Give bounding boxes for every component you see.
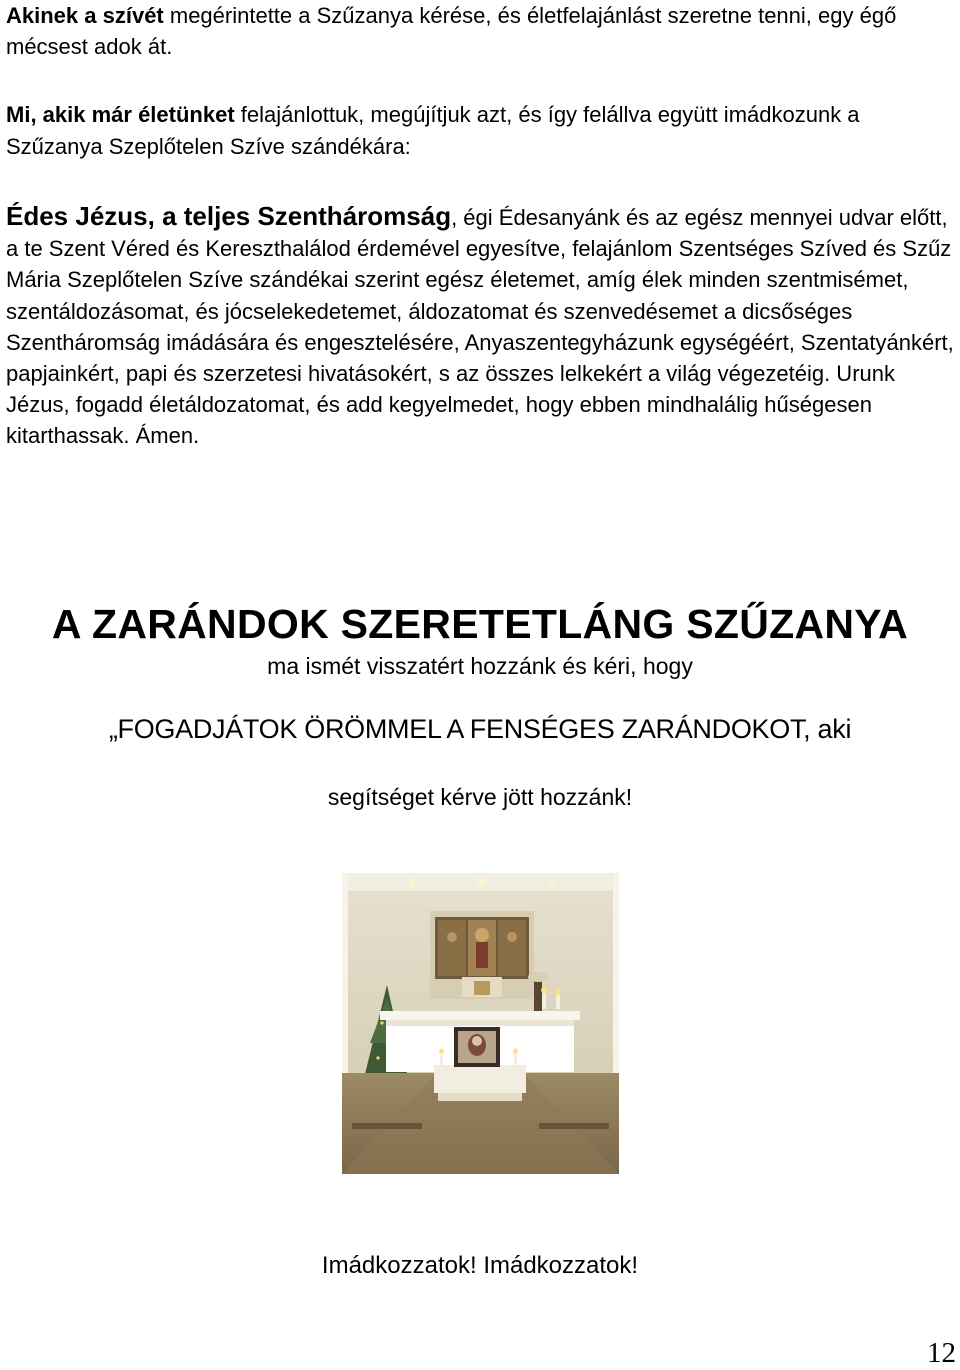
prayer-lead: Édes Jézus, a teljes Szentháromság xyxy=(6,201,452,231)
subtitle-line-2: „FOGADJÁTOK ÖRÖMMEL A FENSÉGES ZARÁNDOKOT, aki xyxy=(108,714,852,744)
closing-line: Imádkozzatok! Imádkozzatok! xyxy=(321,1252,639,1279)
prayer-text: , égi Édesanyánk és az egész mennyei udvar előtt, a te Szent Véred és Kereszthalálod érdemével egyesítve, felajánlom Szentséges Szíved és Szűz Mária Szeplőtelen Szíve szándékai szerint egész életemet, amíg élek minden szentmisémet, szentáldozásomat, és jócselekedetemet, áldozatomat és szenvedésemet a dicsőséges Szentháromság imádására és engesztelésére, Anyaszentegyházunk egységéért, Szentatyánkért, papjainkért, papi és szerzetesi hivatásokért, s az összes lelkekért a világ végezetéig. Urunk Jézus, fogadd életáldozatomat, és add kegyelmedet, hogy ebben mindhalálig hűségesen kitarthassak. Ámen. xyxy=(6,205,954,449)
subtitle-line-3: segítséget kérve jött hozzánk! xyxy=(327,784,633,810)
page-title: A ZARÁNDOK SZERETETLÁNG SZŰZANYA xyxy=(51,601,909,647)
page-number: 12 xyxy=(927,1337,956,1369)
intro-text: megérintette a Szűzanya kérése, és életfelajánlást szeretne tenni, egy égő mécsest adok át. xyxy=(6,3,897,59)
intro-lead: Akinek a szívét xyxy=(6,3,164,28)
prayer-paragraph xyxy=(6,201,956,452)
intro-paragraph xyxy=(6,0,956,62)
subtitle-line-1: ma ismét visszatért hozzánk és kéri, hogy xyxy=(267,653,693,679)
offering-paragraph xyxy=(6,99,956,163)
offering-lead: Mi, akik már életünket xyxy=(6,102,235,127)
chapel-altar-photo xyxy=(342,873,619,1174)
offering-text: felajánlottuk, megújítjuk azt, és így felállva együtt imádkozunk a Szűzanya Szeplőtelen Szíve szándékára: xyxy=(6,102,860,159)
